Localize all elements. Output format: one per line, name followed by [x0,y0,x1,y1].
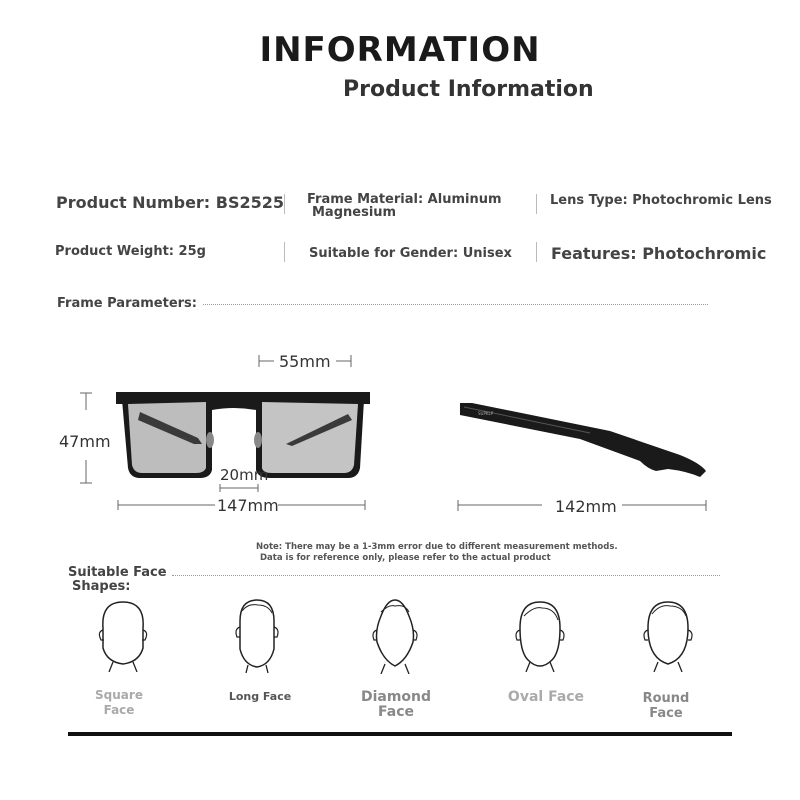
round-face-icon [640,598,696,672]
temple-length-label: 142mm [555,497,617,516]
frame-parameters-label: Frame Parameters: [57,296,197,311]
bottom-rule [68,732,732,736]
page-title: INFORMATION [259,30,541,70]
face-label-line-1: Diamond [360,689,432,705]
gender: Suitable for Gender: Unisex [309,246,512,261]
face-label-line-1: Oval Face [507,689,585,705]
note-line-2: Data is for reference only, please refer to the actual product [260,553,551,563]
face-label-line-2: Face [649,706,683,721]
lens-height-label: 47mm [59,432,111,451]
face-label-diamond [356,690,436,720]
divider [536,242,537,262]
square-face-icon [95,598,151,672]
frame-width-label: 147mm [217,496,279,515]
bridge-width-label: 20mm [220,466,269,484]
divider [284,194,285,214]
face-label-line-2: Face [103,703,135,717]
face-shapes-label-line-2: Shapes: [72,579,131,594]
face-label-line-2: Face [378,704,414,720]
face-shapes-label [68,566,167,594]
long-face-icon [232,597,282,673]
features: Features: Photochromic [551,244,767,263]
diamond-face-icon [367,596,423,674]
face-label-line-1: Square [95,688,143,702]
note-line-1: Note: There may be a 1-3mm error due to different measurement methods. [256,542,618,552]
measurement-note [256,542,618,564]
divider [536,194,537,214]
frame-material-cont: Magnesium [312,205,397,220]
temple-brand-text: SUPKLP [478,411,494,416]
divider [284,242,285,262]
dotted-rule [172,575,720,576]
dotted-rule [203,304,708,305]
lens-type: Lens Type: Photochromic Lens [550,193,772,208]
oval-face-icon [512,598,568,672]
face-label-round [626,691,706,721]
face-label-square [80,688,158,718]
face-label-long [220,689,300,704]
frame-material: Frame Material: Aluminum [307,192,502,207]
product-weight: Product Weight: 25g [55,244,206,259]
lens-width-label: 55mm [279,352,331,371]
face-label-line-1: Round [642,691,690,706]
face-label-line-1: Long Face [228,690,292,703]
face-shapes-label-line-1: Suitable Face [68,565,167,580]
product-number: Product Number: BS2525 [56,193,285,212]
face-label-oval [496,690,596,705]
page-subtitle: Product Information [343,77,594,102]
